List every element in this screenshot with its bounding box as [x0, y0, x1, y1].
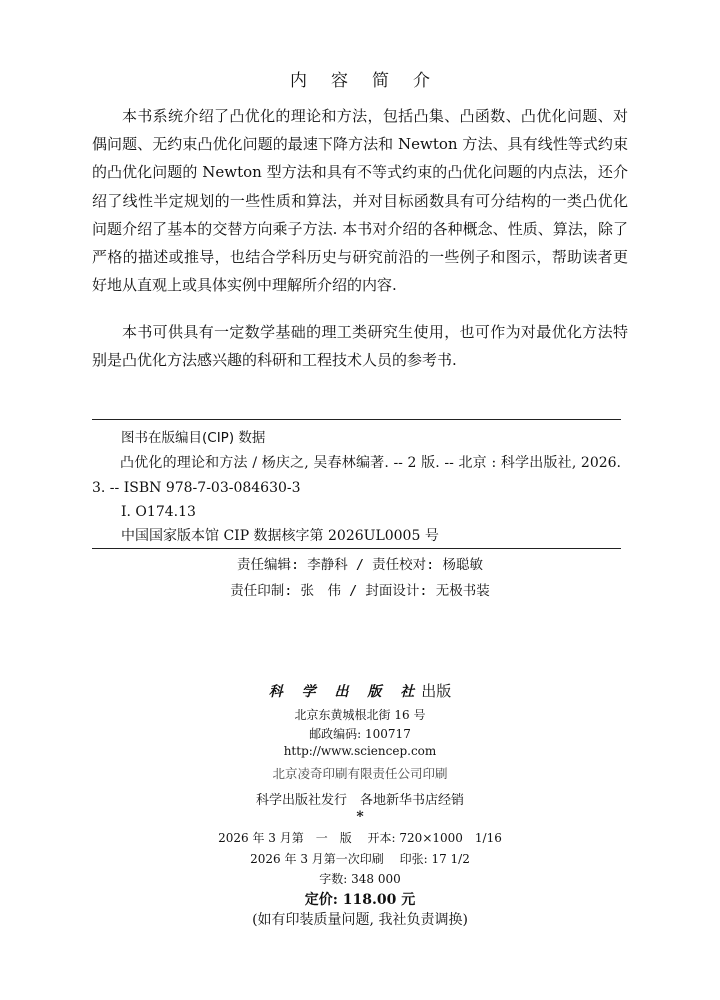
cip-classification: I. O174.13	[121, 504, 196, 520]
cip-top-rule	[92, 419, 621, 420]
quality-note: (如有印装质量问题, 我社负责调换)	[252, 912, 468, 928]
credits-production: 责任印制: 张 伟 / 封面设计: 无极书装	[230, 583, 490, 599]
publisher-postcode: 邮政编码: 100717	[309, 727, 411, 741]
publisher-logo: 科 学 出 版 社	[268, 684, 422, 700]
publisher-line	[0, 680, 720, 701]
printing-line: 2026 年 3 月第一次印刷 印张: 17 1/2	[250, 852, 470, 866]
edition-line: 2026 年 3 月第 一 版 开本: 720×1000 1/16	[218, 831, 502, 845]
printer-line: 北京凌奇印刷有限责任公司印刷	[272, 766, 448, 781]
price: 定价: 118.00 元	[304, 892, 416, 908]
publisher-website: http://www.sciencep.com	[283, 744, 437, 758]
publisher-suffix: 出版	[421, 682, 452, 700]
summary-title: 内容简介	[290, 71, 454, 91]
cip-heading: 图书在版编目(CIP) 数据	[121, 430, 266, 446]
word-count: 字数: 348 000	[319, 872, 401, 886]
distribution-line: 科学出版社发行 各地新华书店经销	[255, 793, 464, 808]
summary-paragraph-2: 本书可供具有一定数学基础的理工类研究生使用，也可作为对最优化方法特别是凸优化方法感兴趣的科研和工程技术人员的参考书.	[92, 323, 628, 370]
cip-verification: 中国国家版本馆 CIP 数据核字第 2026UL0005 号	[121, 528, 439, 544]
credits-editors: 责任编辑: 李静科 / 责任校对: 杨聪敏	[237, 557, 483, 573]
separator-star: *	[356, 809, 364, 825]
publisher-address: 北京东黄城根北街 16 号	[294, 708, 426, 722]
cip-bottom-rule	[92, 548, 621, 549]
cip-record: 凸优化的理论和方法 / 杨庆之, 吴春林编著. -- 2 版. -- 北京 : 科学出版社, 2026. 3. -- ISBN 978-7-03-084630-3	[92, 455, 621, 496]
summary-paragraph-1: 本书系统介绍了凸优化的理论和方法，包括凸集、凸函数、凸优化问题、对偶问题、无约束凸优化问题的最速下降方法和 Newton 方法、具有线性等式约束的凸优化问题的 Newton 型方法和具有不等式约束的凸优化问题的内点法，还介绍了线性半定规划的一些性质和算法，并对目标函数具有可分结构的一类凸优化问题介绍了基本的交替方向乘子方法. 本书对介绍的各种概念、性质、算法，除了严格的描述或推导，也结合学科历史与研究前沿的一些例子和图示，帮助读者更好地从直观上或具体实例中理解所介绍的内容.	[92, 107, 628, 295]
